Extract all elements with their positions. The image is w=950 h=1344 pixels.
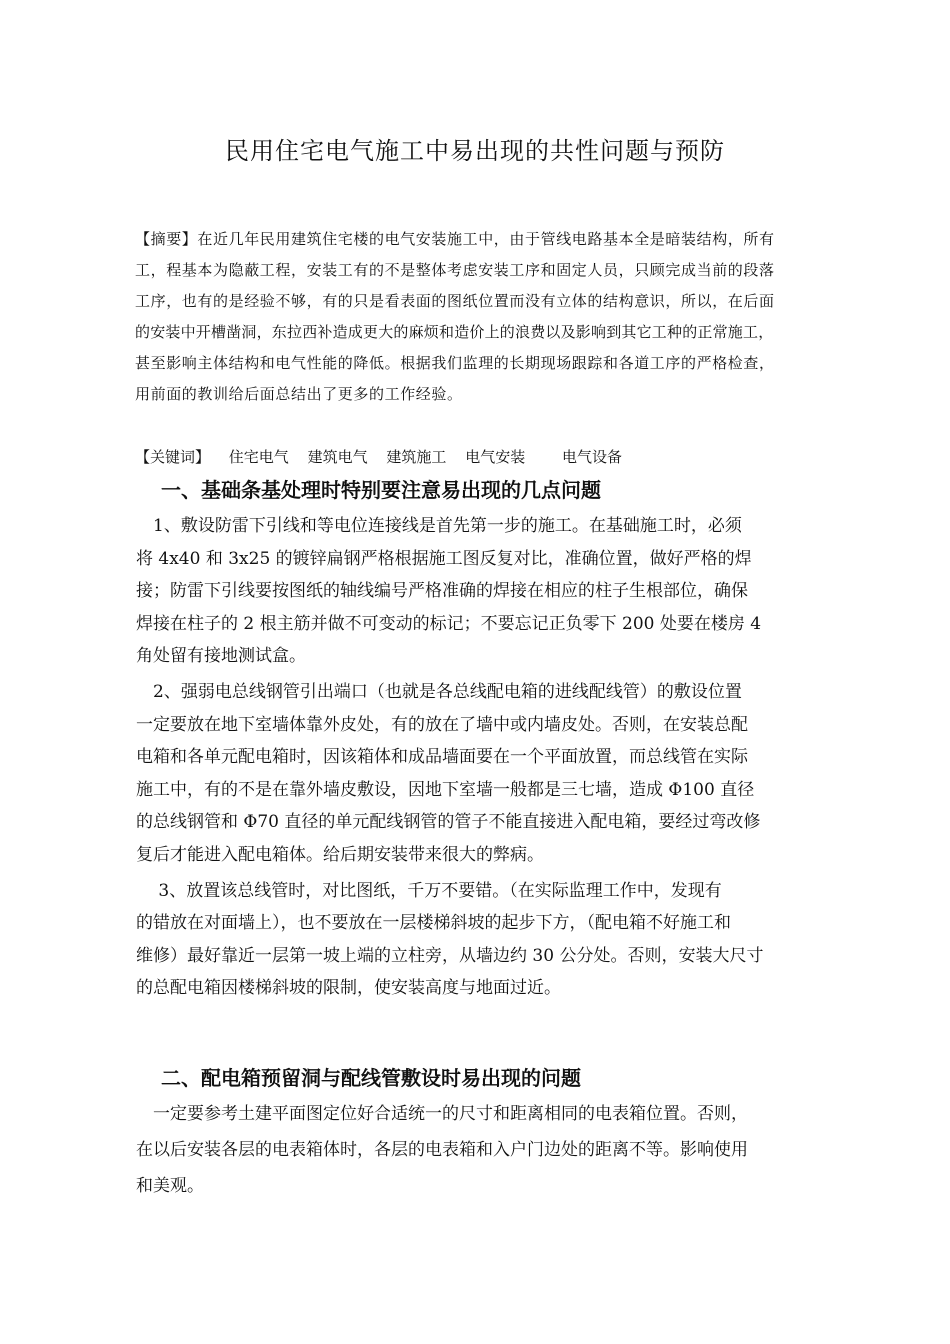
paragraph-line: 施工中，有的不是在靠外墙皮敷设，因地下室墙一般都是三七墙，造成 Φ100 直径: [136, 779, 755, 800]
abstract: [135, 224, 855, 410]
keyword: 电气安装: [465, 448, 526, 466]
abstract-line: 【摘要】在近几年民用建筑住宅楼的电气安装施工中，由于管线电路基本全是暗装结构，所有: [135, 230, 775, 248]
keyword: 建筑电气: [307, 448, 368, 466]
paragraph-line: 1、敷设防雷下引线和等电位连接线是首先第一步的施工。在基础施工时，必须: [136, 516, 742, 536]
abstract-line: 用前面的教训给后面总结出了更多的工作经验。: [135, 385, 463, 403]
paragraph-line: 的总配电箱因楼梯斜坡的限制，使安装高度与地面过近。: [136, 978, 561, 999]
abstract-line: 的安装中开槽凿洞，东拉西补造成更大的麻烦和造价上的浪费以及影响到其它工种的正常施工，: [135, 323, 774, 341]
paragraph-line: 一定要放在地下室墙体靠外皮处，有的放在了墙中或内墙皮处。否则，在安装总配: [136, 714, 748, 735]
section-heading: 一、基础条基处理时特别要注意易出现的几点问题: [161, 478, 601, 502]
paragraph-line: 将 4x40 和 3x25 的镀锌扁钢严格根据施工图反复对比，准确位置，做好严格的焊: [136, 548, 752, 569]
paragraph-line: 维修）最好靠近一层第一坡上端的立柱旁，从墙边约 30 公分处。否则，安装大尺寸: [136, 945, 764, 966]
section-body: [136, 510, 856, 1005]
paragraph-line: 的总线钢管和 Φ70 直径的单元配线钢管的管子不能直接进入配电箱，要经过弯改修: [136, 812, 761, 833]
keywords: [135, 443, 855, 471]
keyword: 住宅电气: [228, 448, 289, 466]
keywords-label: 【关键词】: [135, 448, 211, 466]
paragraph-line: 2、强弱电总线钢管引出端口（也就是各总线配电箱的进线配线管）的敷设位置: [136, 681, 742, 702]
document-title: 民用住宅电气施工中易出现的共性问题与预防: [225, 137, 725, 165]
abstract-line: 工，程基本为隐蔽工程，安装工有的不是整体考虑安装工序和固定人员，只顾完成当前的段落: [135, 261, 775, 279]
keyword: 电气设备: [561, 448, 622, 466]
paragraph-line: 复后才能进入配电箱体。给后期安装带来很大的弊病。: [136, 844, 544, 865]
section-heading: 二、配电箱预留洞与配线管敷设时易出现的问题: [161, 1066, 581, 1090]
paragraph-line: 的错放在对面墙上），也不要放在一层楼梯斜坡的起步下方，（配电箱不好施工和: [136, 913, 731, 934]
keyword: 建筑施工: [386, 448, 447, 466]
abstract-line: 甚至影响主体结构和电气性能的降低。根据我们监理的长期现场跟踪和各道工序的严格检查，: [135, 354, 775, 372]
paragraph-line: 角处留有接地测试盒。: [136, 646, 306, 667]
abstract-line: 工序，也有的是经验不够，有的只是看表面的图纸位置而没有立体的结构意识，所以，在后面: [135, 292, 775, 310]
paragraph-line: 在以后安装各层的电表箱体时，各层的电表箱和入户门边处的距离不等。影响使用: [136, 1140, 748, 1160]
paragraph-line: 3、放置该总线管时，对比图纸，千万不要错。（在实际监理工作中，发现有: [136, 880, 722, 901]
paragraph-line: 和美观。: [136, 1176, 204, 1196]
paragraph-line: 一定要参考土建平面图定位好合适统一的尺寸和距离相同的电表箱位置。否则，: [136, 1104, 748, 1124]
section-body: [136, 1096, 856, 1204]
paragraph-line: 焊接在柱子的 2 根主筋并做不可变动的标记；不要忘记正负零下 200 处要在楼房 4: [136, 613, 762, 634]
paragraph-line: 电箱和各单元配电箱时，因该箱体和成品墙面要在一个平面放置，而总线管在实际: [136, 747, 748, 768]
paragraph-line: 接；防雷下引线要按图纸的轴线编号严格准确的焊接在相应的柱子生根部位，确保: [136, 581, 748, 602]
